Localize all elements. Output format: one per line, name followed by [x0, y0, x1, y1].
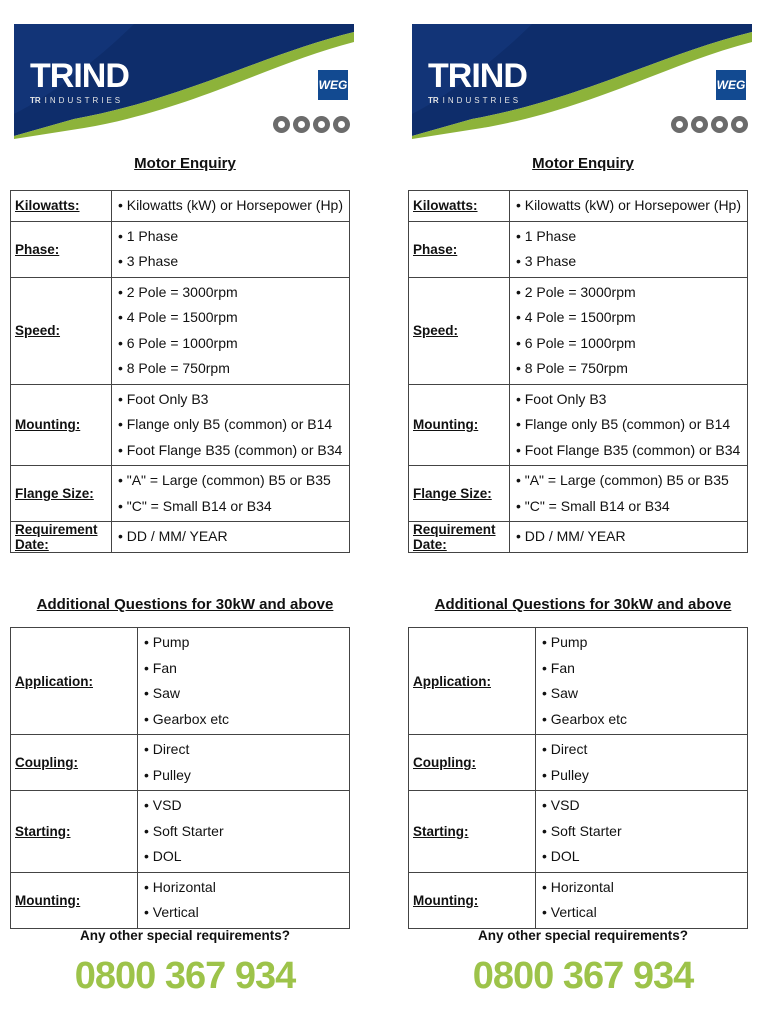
option-item: • DD / MM/ YEAR	[118, 524, 343, 550]
motor-icon	[711, 116, 728, 133]
row-label: Speed:	[409, 277, 510, 384]
row-label: Starting:	[11, 791, 138, 873]
option-item: • "A" = Large (common) B5 or B35	[118, 468, 343, 494]
row-label: Mounting:	[409, 872, 536, 928]
option-item: • Soft Starter	[144, 819, 343, 845]
option-item: • Horizontal	[542, 875, 741, 901]
option-item: • DOL	[542, 844, 741, 870]
table-row	[11, 735, 350, 791]
row-options	[536, 628, 748, 735]
table-row	[409, 221, 748, 277]
row-label: Kilowatts:	[11, 191, 112, 222]
table-row	[11, 277, 350, 384]
row-label: Coupling:	[409, 735, 536, 791]
row-options	[536, 735, 748, 791]
table-row	[409, 466, 748, 522]
enquiry-table	[408, 190, 748, 553]
additional-questions-title: Additional Questions for 30kW and above	[434, 596, 732, 613]
weg-logo: WEG	[318, 70, 348, 100]
option-item: • Gearbox etc	[542, 707, 741, 733]
table-row	[11, 466, 350, 522]
certification-icons	[273, 116, 350, 133]
option-item: • Foot Flange B35 (common) or B34	[118, 438, 343, 464]
weg-logo: WEG	[716, 70, 746, 100]
option-item: • 6 Pole = 1000rpm	[118, 331, 343, 357]
option-item: • Pulley	[542, 763, 741, 789]
option-item: • 1 Phase	[118, 224, 343, 250]
row-options	[111, 277, 349, 384]
row-label: Application:	[11, 628, 138, 735]
row-options	[138, 872, 350, 928]
row-options	[138, 791, 350, 873]
table-row	[409, 191, 748, 222]
row-label: Flange Size:	[11, 466, 112, 522]
option-item: • Flange only B5 (common) or B14	[516, 412, 741, 438]
option-item: • VSD	[542, 793, 741, 819]
additional-questions-table	[408, 627, 748, 929]
table-row	[409, 628, 748, 735]
form-title: Motor Enquiry	[134, 155, 236, 172]
row-options	[111, 466, 349, 522]
option-item: • Foot Only B3	[516, 387, 741, 413]
table-row	[11, 791, 350, 873]
table-row	[11, 872, 350, 928]
helmet-icon	[333, 116, 350, 133]
row-options	[509, 466, 747, 522]
table-row	[409, 522, 748, 553]
table-row	[11, 384, 350, 466]
option-item: • "C" = Small B14 or B34	[516, 494, 741, 520]
row-options	[138, 735, 350, 791]
option-item: • Fan	[144, 656, 343, 682]
row-options	[138, 628, 350, 735]
option-item: • 4 Pole = 1500rpm	[516, 305, 741, 331]
table-row	[11, 221, 350, 277]
row-label: Phase:	[409, 221, 510, 277]
row-options	[536, 791, 748, 873]
recycle-icon	[691, 116, 708, 133]
row-label: Kilowatts:	[409, 191, 510, 222]
option-item: • Direct	[542, 737, 741, 763]
option-item: • 2 Pole = 3000rpm	[118, 280, 343, 306]
table-row	[11, 628, 350, 735]
row-label: Requirement Date:	[409, 522, 510, 553]
additional-questions-title: Additional Questions for 30kW and above	[36, 596, 334, 613]
row-label: Requirement Date:	[11, 522, 112, 553]
row-label: Coupling:	[11, 735, 138, 791]
row-label: Mounting:	[11, 872, 138, 928]
option-item: • 3 Phase	[516, 249, 741, 275]
option-item: • Gearbox etc	[144, 707, 343, 733]
row-label: Flange Size:	[409, 466, 510, 522]
row-options	[509, 522, 747, 553]
option-item: • Pulley	[144, 763, 343, 789]
option-item: • VSD	[144, 793, 343, 819]
option-item: • DOL	[144, 844, 343, 870]
header-banner	[14, 24, 354, 139]
option-item: • Pump	[144, 630, 343, 656]
phone-number[interactable]: 0800 367 934	[472, 955, 694, 997]
option-item: • 4 Pole = 1500rpm	[118, 305, 343, 331]
additional-questions-table	[10, 627, 350, 929]
table-row	[11, 191, 350, 222]
option-item: • 1 Phase	[516, 224, 741, 250]
option-item: • Fan	[542, 656, 741, 682]
row-label: Mounting:	[11, 384, 112, 466]
row-label: Starting:	[409, 791, 536, 873]
row-label: Phase:	[11, 221, 112, 277]
row-options	[509, 277, 747, 384]
motor-icon	[313, 116, 330, 133]
enquiry-card-right	[408, 0, 758, 1024]
enquiry-card-left	[10, 0, 360, 1024]
row-options	[111, 191, 349, 222]
row-options	[111, 522, 349, 553]
option-item: • Vertical	[144, 900, 343, 926]
option-item: • 6 Pole = 1000rpm	[516, 331, 741, 357]
option-item: • Vertical	[542, 900, 741, 926]
certification-icons	[671, 116, 748, 133]
option-item: • Soft Starter	[542, 819, 741, 845]
helmet-icon	[731, 116, 748, 133]
special-requirements-text: Any other special requirements?	[477, 928, 689, 943]
option-item: • Foot Only B3	[118, 387, 343, 413]
header-banner	[412, 24, 752, 139]
option-item: • Pump	[542, 630, 741, 656]
table-row	[11, 522, 350, 553]
option-item: • Saw	[542, 681, 741, 707]
option-item: • "C" = Small B14 or B34	[118, 494, 343, 520]
phone-number[interactable]: 0800 367 934	[74, 955, 296, 997]
option-item: • Kilowatts (kW) or Horsepower (Hp)	[516, 193, 741, 219]
enquiry-table	[10, 190, 350, 553]
form-title: Motor Enquiry	[532, 155, 634, 172]
table-row	[409, 872, 748, 928]
table-row	[409, 735, 748, 791]
option-item: • Foot Flange B35 (common) or B34	[516, 438, 741, 464]
option-item: • Saw	[144, 681, 343, 707]
option-item: • 8 Pole = 750rpm	[118, 356, 343, 382]
option-item: • 8 Pole = 750rpm	[516, 356, 741, 382]
trind-logo: TRIND TR INDUSTRIES	[428, 57, 527, 105]
option-item: • Flange only B5 (common) or B14	[118, 412, 343, 438]
row-label: Speed:	[11, 277, 112, 384]
row-label: Application:	[409, 628, 536, 735]
recycle-icon	[293, 116, 310, 133]
row-label: Mounting:	[409, 384, 510, 466]
gear-icon	[273, 116, 290, 133]
option-item: • Kilowatts (kW) or Horsepower (Hp)	[118, 193, 343, 219]
option-item: • "A" = Large (common) B5 or B35	[516, 468, 741, 494]
row-options	[509, 384, 747, 466]
special-requirements-text: Any other special requirements?	[79, 928, 291, 943]
option-item: • 2 Pole = 3000rpm	[516, 280, 741, 306]
table-row	[409, 791, 748, 873]
option-item: • DD / MM/ YEAR	[516, 524, 741, 550]
row-options	[536, 872, 748, 928]
gear-icon	[671, 116, 688, 133]
trind-logo: TRIND TR INDUSTRIES	[30, 57, 129, 105]
table-row	[409, 277, 748, 384]
table-row	[409, 384, 748, 466]
row-options	[111, 221, 349, 277]
option-item: • Direct	[144, 737, 343, 763]
row-options	[509, 221, 747, 277]
option-item: • Horizontal	[144, 875, 343, 901]
row-options	[509, 191, 747, 222]
option-item: • 3 Phase	[118, 249, 343, 275]
row-options	[111, 384, 349, 466]
